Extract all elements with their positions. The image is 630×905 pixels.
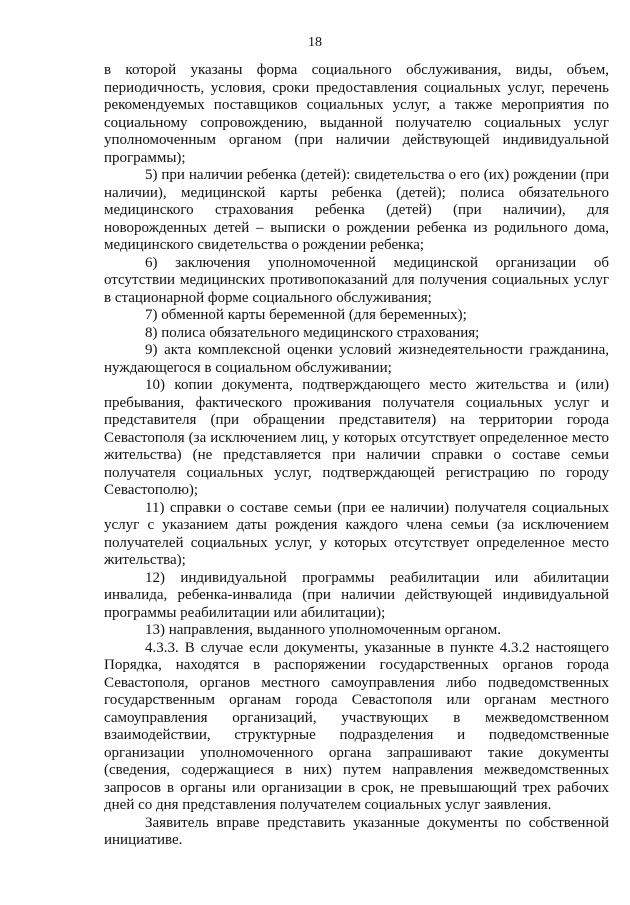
paragraph: 7) обменной карты беременной (для беременных);	[145, 307, 467, 323]
document-body	[104, 62, 609, 850]
paragraph: в которой указаны форма социального обслуживания, виды, объем, периодичность, условия, сроки предоставления социальных услуг, перечень рекомендуемых поставщиков социальных услуг, а также мероприятия по социальному сопровождению, выданной получателю социальных услуг уполномоченным органом (при наличии действующей индивидуальной программы);	[104, 62, 609, 166]
paragraph: 9) акта комплексной оценки условий жизнедеятельности гражданина, нуждающегося в социальном обслуживании;	[104, 342, 609, 376]
paragraph: Заявитель вправе представить указанные документы по собственной инициативе.	[104, 814, 609, 848]
paragraph: 11) справки о составе семьи (при ее наличии) получателя социальных услуг с указанием даты рождения каждого члена семьи (за исключением получателей социальных услуг, у которых отсутствует определенное место жительства);	[104, 499, 609, 568]
paragraph: 13) направления, выданного уполномоченным органом.	[145, 622, 501, 638]
paragraph: 5) при наличии ребенка (детей): свидетельства о его (их) рождении (при наличии), медицинской карты ребенка (детей); полиса обязательного медицинского страхования ребенка (детей) (при наличии), для новорожденных детей – выписки о рождении ребенка из родильного дома, медицинского свидетельства о рождении ребенка;	[104, 167, 609, 253]
paragraph: 10) копии документа, подтверждающего место жительства и (или) пребывания, фактического проживания получателя социальных услуг и представителя (при обращении представителя) на территории города Севастополя (за исключением лиц, у которых отсутствует определенное место жительства) (не представляется при наличии справки о составе семьи получателя социальных услуг, подтверждающей регистрацию по городу Севастополю);	[104, 377, 609, 498]
paragraph: 6) заключения уполномоченной медицинской организации об отсутствии медицинских противопоказаний для получения социальных услуг в стационарной форме социального обслуживания;	[104, 254, 609, 306]
paragraph: 8) полиса обязательного медицинского страхования;	[145, 324, 480, 341]
paragraph: 4.3.3. В случае если документы, указанные в пункте 4.3.2 настоящего Порядка, находятся в распоряжении государственных органов города Севастополя, органов местного самоуправления либо подведомственных государственным органам города Севастополя или органам местного самоуправления организаций, участвующих в межведомственном взаимодействии, структурные подразделения и подведомственные организации уполномоченного органа запрашивают такие документы (сведения, содержащиеся в них) путем направления межведомственных запросов в органы или организации в срок, не превышающий трех рабочих дней со дня представления получателем социальных услуг заявления.	[104, 639, 609, 813]
page-number: 18	[308, 35, 322, 50]
paragraph: 12) индивидуальной программы реабилитации или абилитации инвалида, ребенка-инвалида (при наличии действующей индивидуальной программы реабилитации или абилитации);	[104, 569, 609, 621]
